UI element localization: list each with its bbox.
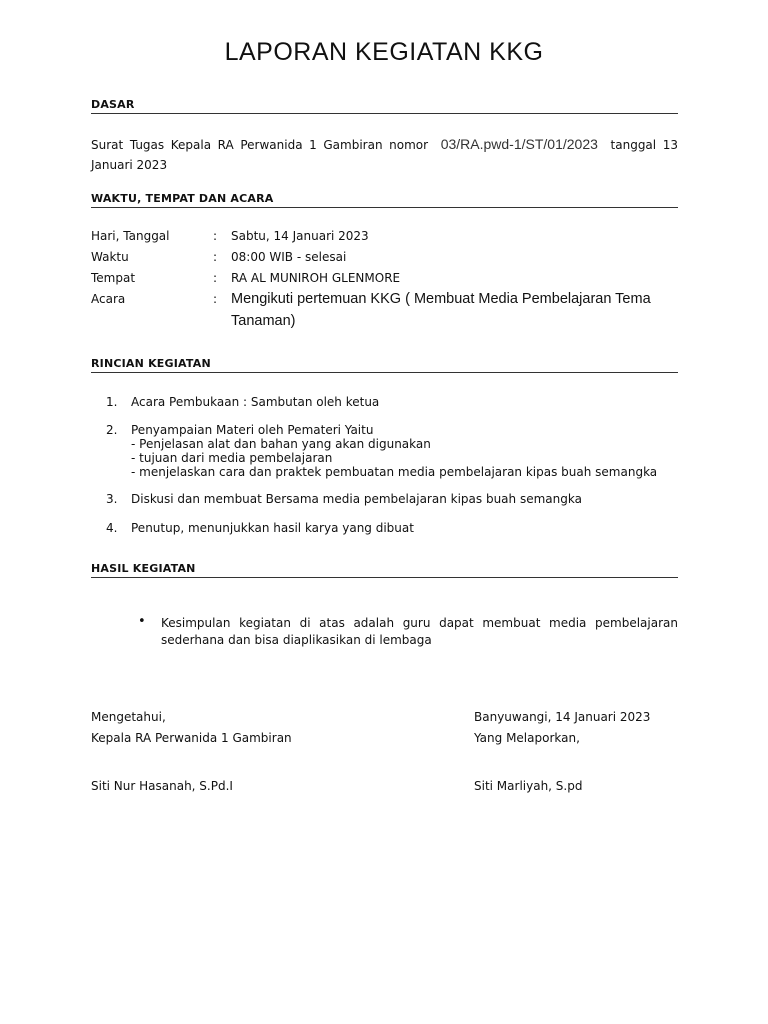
list-number: 3. [106, 492, 118, 506]
list-number: 2. [106, 423, 118, 437]
info-colon: : [213, 229, 218, 243]
signature-left-name: Siti Nur Hasanah, S.Pd.I [91, 779, 233, 793]
list-line: - menjelaskan cara dan praktek pembuatan media pembelajaran kipas buah semangka [131, 465, 658, 479]
list-line: - tujuan dari media pembelajaran [131, 451, 333, 465]
signature-left-title: Kepala RA Perwanida 1 Gambiran [91, 731, 292, 745]
list-line: Penutup, menunjukkan hasil karya yang dibuat [131, 521, 414, 535]
list-body [131, 521, 691, 535]
info-label: Tempat [91, 271, 136, 285]
section-heading-waktu: WAKTU, TEMPAT DAN ACARA [91, 192, 678, 208]
section-heading-hasil: HASIL KEGIATAN [91, 562, 678, 578]
dasar-text-after: tanggal 13 Januari 2023 [91, 138, 678, 172]
signature-left-label: Mengetahui, [91, 710, 166, 724]
list-number: 1. [106, 395, 118, 409]
section-heading-rincian: RINCIAN KEGIATAN [91, 357, 678, 373]
section-heading-dasar: DASAR [91, 98, 678, 114]
info-label: Acara [91, 292, 126, 306]
info-value: 08:00 WIB - selesai [231, 250, 347, 264]
info-label: Waktu [91, 250, 129, 264]
signature-right-title: Yang Melaporkan, [474, 731, 580, 745]
list-body [131, 395, 691, 409]
surat-tugas-number: 03/RA.pwd-1/ST/01/2023 [440, 136, 598, 152]
list-line: - Penjelasan alat dan bahan yang akan digunakan [131, 437, 431, 451]
list-line: Penyampaian Materi oleh Pemateri Yaitu [131, 423, 374, 437]
list-line: Diskusi dan membuat Bersama media pembelajaran kipas buah semangka [131, 492, 582, 506]
info-value: Mengikuti pertemuan KKG ( Membuat Media Pembelajaran Tema Tanaman) [231, 291, 651, 329]
signature-right-date: Banyuwangi, 14 Januari 2023 [474, 710, 651, 724]
info-value: Sabtu, 14 Januari 2023 [231, 229, 369, 243]
signature-right-name: Siti Marliyah, S.pd [474, 779, 583, 793]
list-number: 4. [106, 521, 118, 535]
dasar-paragraph [91, 134, 678, 175]
info-value: RA AL MUNIROH GLENMORE [231, 271, 401, 285]
hasil-paragraph: Kesimpulan kegiatan di atas adalah guru dapat membuat media pembelajaran sederhana dan bisa diaplikasikan di lembaga [161, 616, 678, 647]
bullet-icon: • [138, 614, 146, 629]
page-title: LAPORAN KEGIATAN KKG [224, 38, 544, 66]
info-colon: : [213, 271, 218, 285]
dasar-text-before: Surat Tugas Kepala RA Perwanida 1 Gambiran nomor [91, 138, 429, 152]
list-line: Acara Pembukaan : Sambutan oleh ketua [131, 395, 380, 409]
info-colon: : [213, 250, 218, 264]
info-label: Hari, Tanggal [91, 229, 170, 243]
info-colon: : [213, 292, 218, 306]
list-body [131, 423, 691, 479]
list-body [131, 492, 691, 506]
